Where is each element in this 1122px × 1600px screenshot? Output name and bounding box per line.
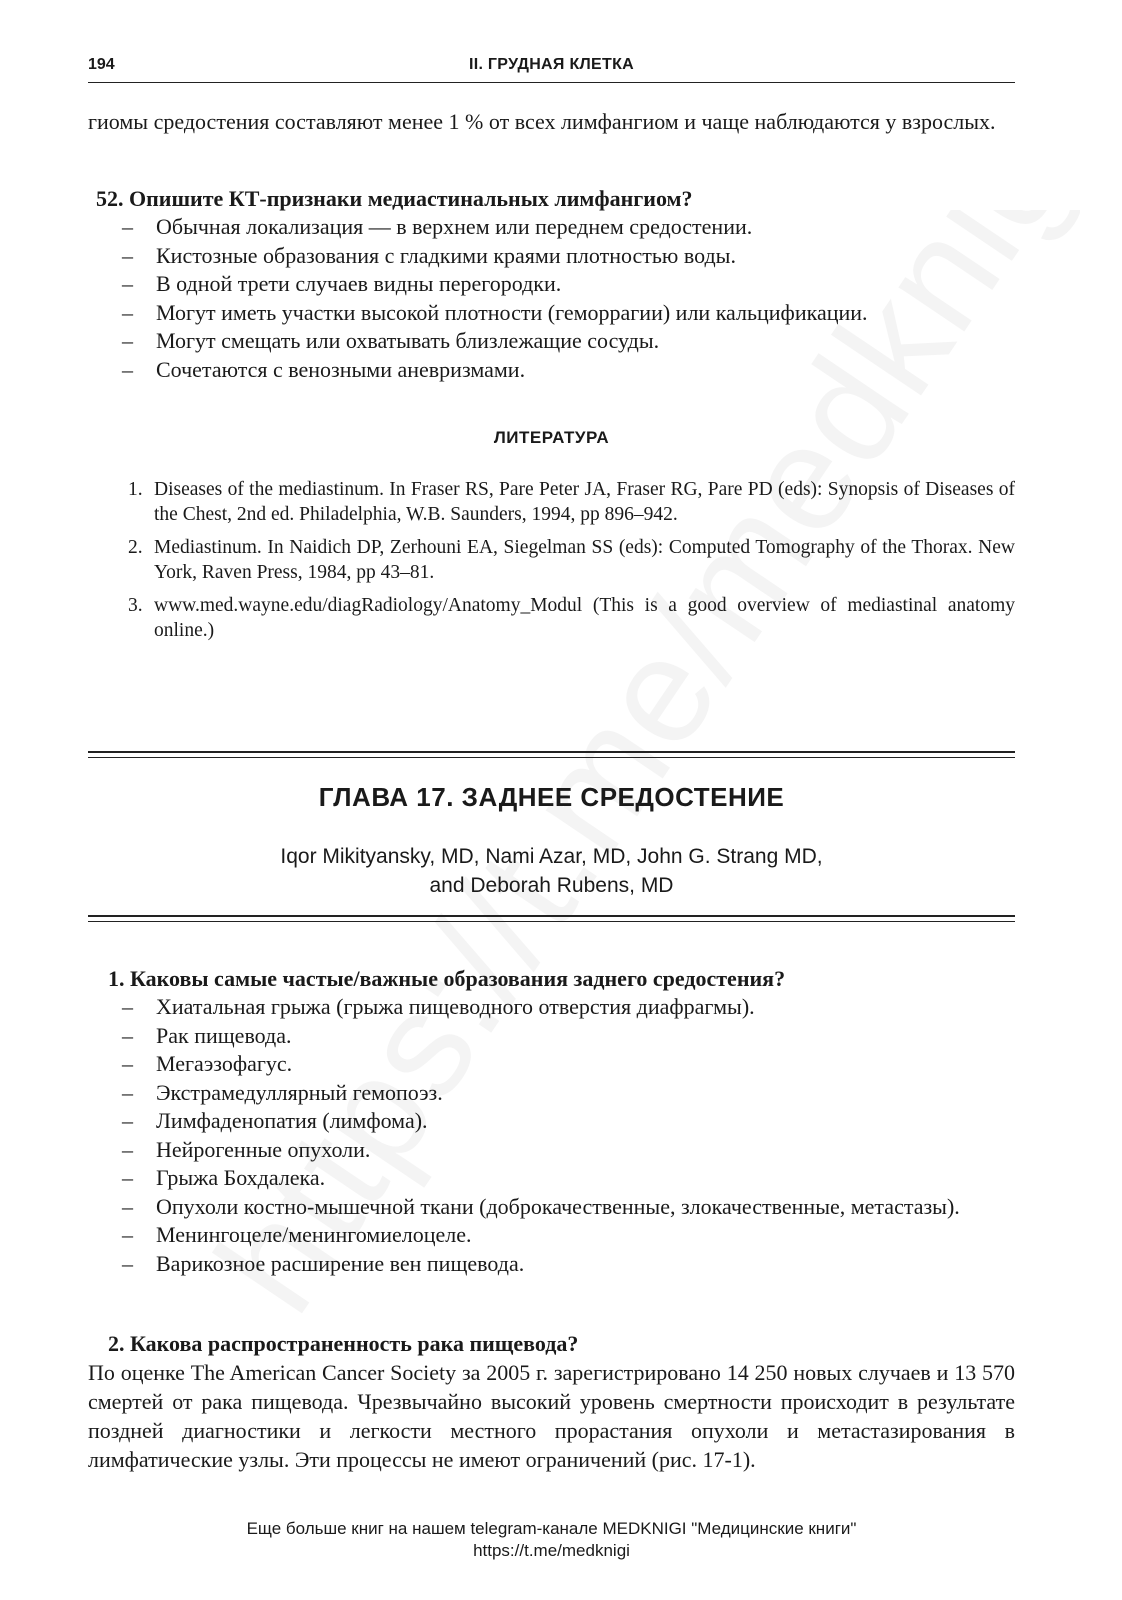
q2-answer: По оценке The American Cancer Society за 2005 г. зарегистрировано 14 250 новых случаев и 13 570 смертей от рака пищевода. Чрезвычайно высокий уровень смертности происходит в результате поздней диагностики и легкости местного прорастания опухоли и метастазирования в лимфатические узлы. Эти процессы не имеют ограничений (рис. 17-1). (88, 1360, 1015, 1472)
footer-link: https://t.me/medknigi (473, 1541, 630, 1560)
authors-line: Iqor Mikityansky, MD, Nami Azar, MD, John G. Strang MD, (280, 845, 823, 868)
q1-list (122, 993, 1015, 1278)
list-item: – Лимфаденопатия (лимфома). (122, 1107, 1015, 1136)
list-item: – Могут смещать или охватывать близлежащие сосуды. (122, 327, 1015, 356)
reference-text: Diseases of the mediastinum. In Fraser RS, Pare Peter JA, Fraser RG, Pare PD (eds): Synopsis of Diseases of the Chest, 2nd ed. Philadelphia, W.B. Saunders, 1994, pp 896–942. (154, 479, 1015, 525)
list-item: – Хиатальная грыжа (грыжа пищеводного отверстия диафрагмы). (122, 993, 1015, 1022)
list-item: – Кистозные образования с гладкими краями плотностью воды. (122, 242, 1015, 271)
list-item: – Менингоцеле/менингомиелоцеле. (122, 1221, 1015, 1250)
list-item: – Нейрогенные опухоли. (122, 1136, 1015, 1165)
list-item: – Опухоли костно-мышечной ткани (доброкачественные, злокачественные, метастазы). (122, 1193, 1015, 1222)
question-1: 1. Каковы самые частые/важные образования заднего средостения? (108, 966, 786, 991)
question-52: 52. Опишите КТ-признаки медиастинальных лимфангиом? (96, 186, 693, 211)
reference-item (128, 535, 1015, 585)
reference-text: www.med.wayne.edu/diagRadiology/Anatomy_Modul (This is a good overview of mediastinal anatomy online.) (154, 595, 1015, 641)
chapter-title: ГЛАВА 17. ЗАДНЕЕ СРЕДОСТЕНИЕ (318, 782, 785, 812)
list-item: – Сочетаются с венозными аневризмами. (122, 356, 1015, 385)
list-item: – Обычная локализация — в верхнем или переднем средостении. (122, 213, 1015, 242)
reference-number: 3. (128, 595, 143, 616)
reference-item (128, 593, 1015, 643)
reference-list (128, 477, 1015, 651)
list-item: – Экстрамедуллярный гемопоэз. (122, 1079, 1015, 1108)
page-number: 194 (88, 56, 115, 73)
running-head (88, 56, 1015, 83)
list-item: – Грыжа Бохдалека. (122, 1164, 1015, 1193)
footer (88, 1518, 1015, 1562)
list-item: – Варикозное расширение вен пищевода. (122, 1250, 1015, 1279)
chapter-top-rule (88, 751, 1015, 758)
intro-paragraph: гиомы средостения составляют менее 1 % от всех лимфангиом и чаще наблюдаются у взрослых. (88, 109, 996, 134)
list-item: – Рак пищевода. (122, 1022, 1015, 1051)
reference-number: 2. (128, 537, 143, 558)
list-item: – Могут иметь участки высокой плотности (геморрагии) или кальцификации. (122, 299, 1015, 328)
question-2: 2. Какова распространенность рака пищевода? (108, 1331, 579, 1356)
reference-text: Mediastinum. In Naidich DP, Zerhouni EA, Siegelman SS (eds): Computed Tomography of the Thorax. New York, Raven Press, 1984, pp 43–81. (154, 537, 1015, 583)
authors-line: and Deborah Rubens, MD (429, 874, 674, 897)
q52-list (122, 213, 1015, 384)
chapter-authors (88, 842, 1015, 900)
reference-item (128, 477, 1015, 527)
book-page (88, 0, 1015, 1600)
chapter-bottom-rule (88, 915, 1015, 922)
reference-number: 1. (128, 479, 143, 500)
section-title: II. ГРУДНАЯ КЛЕТКА (468, 56, 635, 73)
list-item: – Мегаэзофагус. (122, 1050, 1015, 1079)
footer-line: Еще больше книг на нашем telegram-канале MEDKNIGI "Медицинские книги" (246, 1519, 857, 1538)
list-item: – В одной трети случаев видны перегородки. (122, 270, 1015, 299)
literature-heading: ЛИТЕРАТУРА (493, 428, 610, 447)
